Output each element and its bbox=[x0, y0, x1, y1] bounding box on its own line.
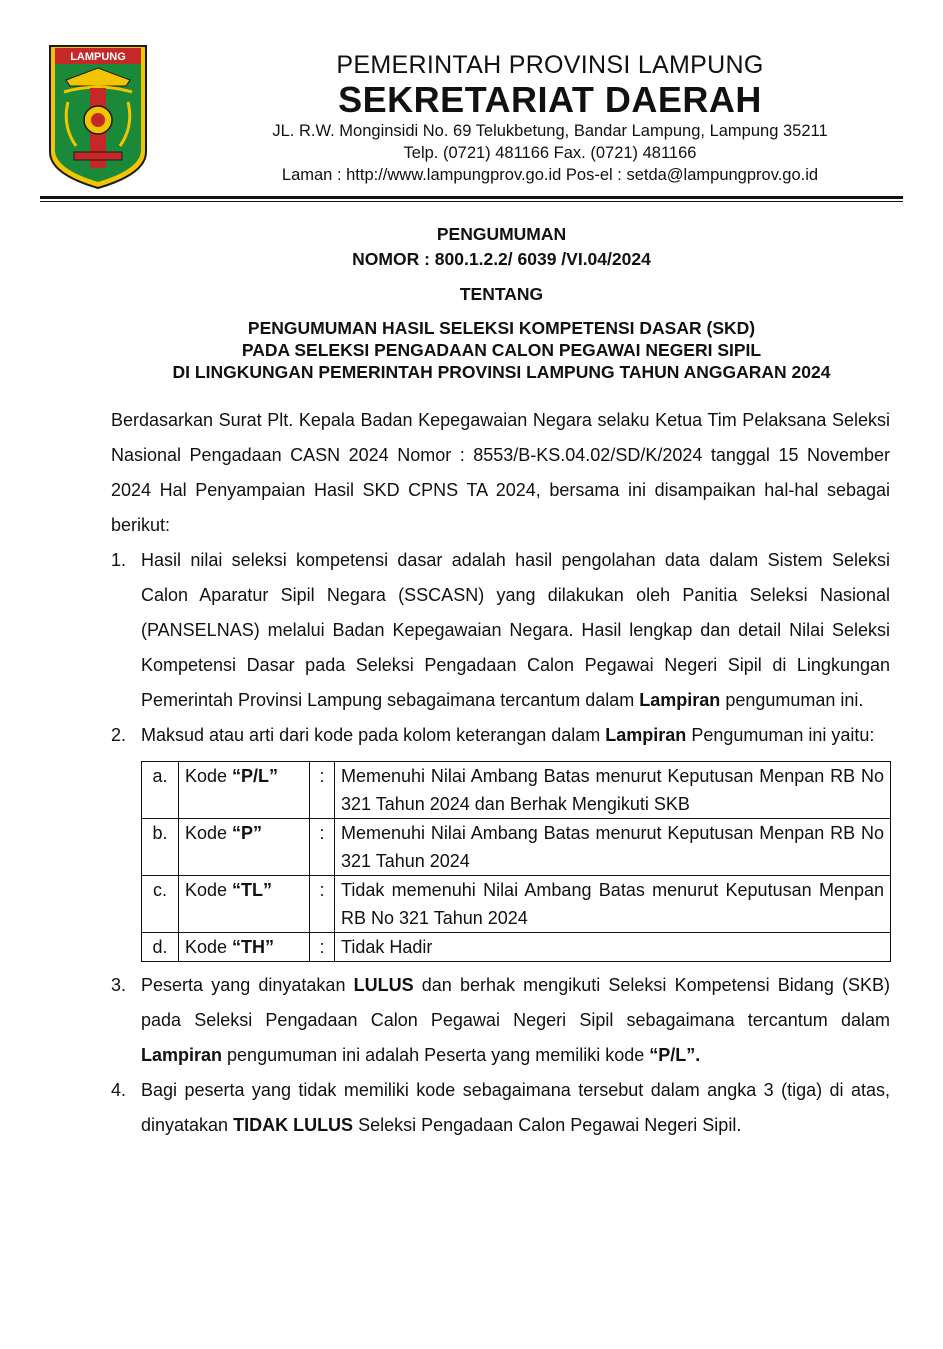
announcement-number: NOMOR : 800.1.2.2/ 6039 /VI.04/2024 bbox=[352, 249, 651, 269]
list-item bbox=[111, 1073, 890, 1143]
code-value: “P/L” bbox=[232, 766, 279, 786]
code-description: Memenuhi Nilai Ambang Batas menurut Keputusan Menpan RB No 321 Tahun 2024 dan Berhak Mengikuti SKB bbox=[335, 762, 891, 819]
code-prefix: Kode bbox=[185, 766, 233, 786]
table-row bbox=[142, 876, 891, 933]
letterhead-divider-thick bbox=[40, 196, 903, 199]
code-letter: a. bbox=[142, 762, 179, 819]
points-list bbox=[111, 543, 890, 1143]
item-text: pengumuman ini adalah Peserta yang memiliki kode bbox=[222, 1045, 650, 1065]
code-colon: : bbox=[310, 876, 335, 933]
item-text-tail: Pengumuman ini yaitu: bbox=[686, 725, 875, 745]
intro-paragraph: Berdasarkan Surat Plt. Kepala Badan Kepegawaian Negara selaku Ketua Tim Pelaksana Seleksi Nasional Pengadaan CASN 2024 Nomor : 8553/B-KS.04.02/SD/K/2024 tanggal 15 November 2024 Hal Penyampaian Hasil SKD CPNS TA 2024, bersama ini disampaikan hal-hal sebagai berikut: bbox=[111, 410, 890, 535]
item-text: Hasil nilai seleksi kompetensi dasar adalah hasil pengolahan data dalam Sistem Seleksi Calon Aparatur Sipil Negara (SSCASN) yang dilakukan oleh Panitia Seleksi Nasional (PANSELNAS) melalui Badan Kepegawaian Negara. Hasil lengkap dan detail Nilai Seleksi Kompetensi Dasar pada Seleksi Pengadaan Calon Pegawai Negeri Sipil di Lingkungan Pemerintah Provinsi Lampung sebagaimana tercantum dalam bbox=[141, 550, 890, 710]
code-value: “TH” bbox=[232, 937, 275, 957]
table-row bbox=[142, 819, 891, 876]
announcement-body bbox=[111, 403, 890, 1143]
table-row bbox=[142, 933, 891, 962]
code-prefix: Kode bbox=[185, 823, 233, 843]
code-cell bbox=[179, 762, 310, 819]
code-colon: : bbox=[310, 933, 335, 962]
letterhead bbox=[200, 50, 900, 186]
item-bold-text: “P/L”. bbox=[649, 1045, 701, 1065]
code-letter: d. bbox=[142, 933, 179, 962]
office-phone: Telp. (0721) 481166 Fax. (0721) 481166 bbox=[403, 144, 697, 162]
code-description: Tidak memenuhi Nilai Ambang Batas menurut Keputusan Menpan RB No 321 Tahun 2024 bbox=[335, 876, 891, 933]
letterhead-divider-thin bbox=[40, 201, 903, 202]
announcement-title: PENGUMUMAN bbox=[436, 224, 567, 244]
code-table bbox=[141, 761, 891, 962]
list-item bbox=[111, 718, 890, 962]
code-cell bbox=[179, 933, 310, 962]
code-description: Tidak Hadir bbox=[335, 933, 891, 962]
government-name: PEMERINTAH PROVINSI LAMPUNG bbox=[336, 51, 764, 79]
item-bold-text: LULUS bbox=[353, 975, 414, 995]
item-number: 2. bbox=[111, 725, 127, 745]
item-text: Peserta yang dinyatakan bbox=[141, 975, 354, 995]
code-cell bbox=[179, 819, 310, 876]
item-number: 3. bbox=[111, 975, 127, 995]
table-row bbox=[142, 762, 891, 819]
item-text: dan berhak mengikuti Seleksi Kompetensi Bidang (SKB) pada Seleksi Pengadaan Calon Pegawai Negeri Sipil sebagaimana tercantum dalam bbox=[141, 975, 890, 1030]
item-text: Maksud atau arti dari kode pada kolom keterangan dalam bbox=[141, 725, 606, 745]
item-text: Seleksi Pengadaan Calon Pegawai Negeri Sipil. bbox=[353, 1115, 742, 1135]
logo-label: LAMPUNG bbox=[70, 51, 126, 63]
tentang-heading: TENTANG bbox=[459, 284, 544, 304]
item-number: 1. bbox=[111, 550, 127, 570]
office-name: SEKRETARIAT DAERAH bbox=[338, 79, 762, 120]
item-text-tail: pengumuman ini. bbox=[720, 690, 864, 710]
subject-line-1: PENGUMUMAN HASIL SELEKSI KOMPETENSI DASAR (SKD) bbox=[247, 318, 756, 338]
code-letter: b. bbox=[142, 819, 179, 876]
code-colon: : bbox=[310, 762, 335, 819]
announcement-title-block bbox=[60, 222, 943, 272]
lampung-emblem-logo bbox=[46, 42, 150, 190]
announcement-subject bbox=[60, 317, 943, 383]
item-text: Bagi peserta yang tidak memiliki kode sebagaimana tersebut dalam angka 3 (tiga) di atas, dinyatakan bbox=[141, 1080, 890, 1135]
list-item bbox=[111, 968, 890, 1073]
item-bold-text: Lampiran bbox=[639, 690, 721, 710]
item-bold-text: TIDAK LULUS bbox=[233, 1115, 354, 1135]
code-description: Memenuhi Nilai Ambang Batas menurut Keputusan Menpan RB No 321 Tahun 2024 bbox=[335, 819, 891, 876]
subject-line-2: PADA SELEKSI PENGADAAN CALON PEGAWAI NEGERI SIPIL bbox=[241, 340, 762, 360]
list-item bbox=[111, 543, 890, 718]
code-value: “P” bbox=[232, 823, 263, 843]
code-cell bbox=[179, 876, 310, 933]
item-number: 4. bbox=[111, 1080, 127, 1100]
item-bold-text: Lampiran bbox=[605, 725, 687, 745]
code-colon: : bbox=[310, 819, 335, 876]
subject-line-3: DI LINGKUNGAN PEMERINTAH PROVINSI LAMPUNG TAHUN ANGGARAN 2024 bbox=[172, 362, 831, 382]
code-value: “TL” bbox=[232, 880, 273, 900]
office-address: JL. R.W. Monginsidi No. 69 Telukbetung, Bandar Lampung, Lampung 35211 bbox=[272, 122, 828, 140]
office-web-email: Laman : http://www.lampungprov.go.id Pos-el : setda@lampungprov.go.id bbox=[281, 166, 819, 184]
code-prefix: Kode bbox=[185, 880, 233, 900]
code-letter: c. bbox=[142, 876, 179, 933]
code-prefix: Kode bbox=[185, 937, 233, 957]
item-bold-text: Lampiran bbox=[141, 1045, 223, 1065]
